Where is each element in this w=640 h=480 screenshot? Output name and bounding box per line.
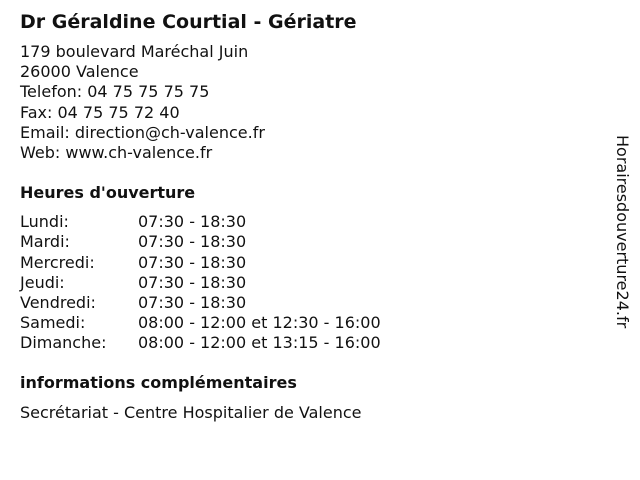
day-label: Mardi: [20,232,70,252]
hours-row-tuesday [20,232,600,252]
day-hours: 07:30 - 18:30 [138,252,247,272]
day-label: Jeudi: [20,272,65,292]
day-hours: 07:30 - 18:30 [138,232,247,252]
page-title: Dr Géraldine Courtial - Gériatre [20,11,357,33]
day-label: Mercredi: [20,252,95,272]
hours-heading: Heures d'ouverture [20,183,196,203]
web-line: Web: www.ch-valence.fr [20,143,213,163]
listing-card [20,10,600,423]
phone-line: Telefon: 04 75 75 75 75 [20,82,210,102]
hours-row-saturday [20,313,600,333]
address-city: 26000 Valence [20,62,139,82]
hours-table [20,212,600,353]
address-street: 179 boulevard Maréchal Juin [20,42,249,61]
watermark-site: Horairesdouverture24.fr [613,135,632,329]
day-hours: 08:00 - 12:00 et 12:30 - 16:00 [138,313,381,333]
hours-row-sunday [20,333,600,353]
hours-row-wednesday [20,253,600,273]
day-label: Lundi: [20,212,69,232]
day-hours: 08:00 - 12:00 et 13:15 - 16:00 [138,333,381,353]
hours-row-thursday [20,273,600,293]
day-hours: 07:30 - 18:30 [138,272,247,292]
hours-row-monday [20,212,600,232]
day-hours: 07:30 - 18:30 [138,293,247,313]
email-line: Email: direction@ch-valence.fr [20,122,265,142]
hours-row-friday [20,293,600,313]
day-label: Samedi: [20,313,86,333]
day-label: Vendredi: [20,293,96,313]
info-text: Secrétariat - Centre Hospitalier de Valence [20,402,362,422]
day-label: Dimanche: [20,333,107,353]
fax-line: Fax: 04 75 75 72 40 [20,102,180,122]
info-heading: informations complémentaires [20,372,297,392]
day-hours: 07:30 - 18:30 [138,212,247,232]
